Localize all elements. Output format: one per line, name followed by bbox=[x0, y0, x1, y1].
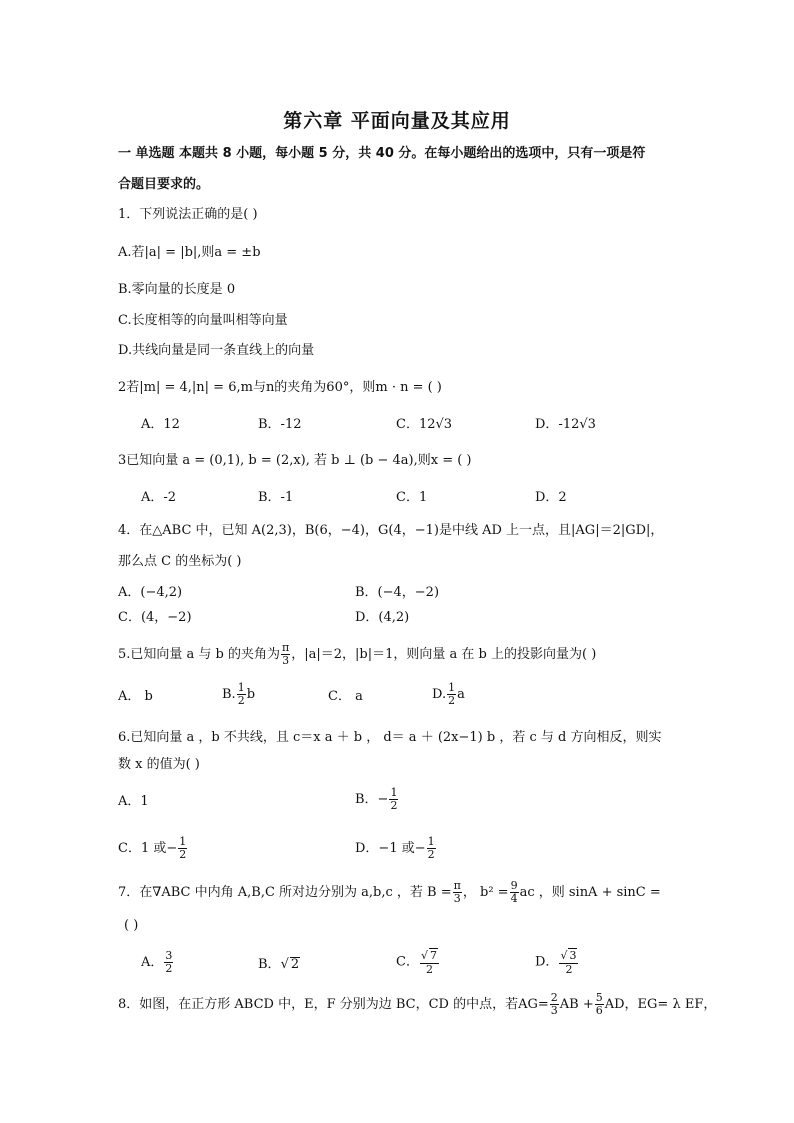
q1-option-b: B.零向量的长度是 0 bbox=[118, 282, 236, 297]
q3-stem: 3已知向量 a = (0,1), b = (2,x), 若 b ⊥ (b − 4a),则x = ( ) bbox=[118, 453, 472, 468]
q5-d-den: 2 bbox=[448, 694, 456, 707]
q7-angle-fraction bbox=[453, 880, 462, 905]
q5-option-d bbox=[432, 682, 465, 707]
q2-stem: 2若|m| = 4,|n| = 6,m与n的夹角为60°，则m · n = ( ) bbox=[118, 380, 442, 395]
q7-d-den: 2 bbox=[565, 963, 573, 976]
q7-a-num: 3 bbox=[165, 949, 173, 962]
q5-frac-num: π bbox=[282, 641, 290, 654]
q7-d-fraction bbox=[559, 948, 578, 976]
q5-frac-den: 3 bbox=[282, 654, 290, 667]
q1-stem: 1．下列说法正确的是( ) bbox=[118, 207, 258, 222]
q8-stem-post: AD，EG= λ EF， bbox=[604, 997, 717, 1012]
q6-d-den: 2 bbox=[427, 848, 435, 861]
q7-coef-num: 9 bbox=[510, 879, 518, 892]
q2-option-d: D．-12√3 bbox=[535, 417, 596, 432]
q6-c-num: 1 bbox=[179, 835, 187, 848]
q7-c-den: 2 bbox=[425, 963, 433, 976]
q8-stem-mid: AB + bbox=[559, 997, 594, 1012]
q8-f2-num: 5 bbox=[595, 991, 603, 1004]
q5-stem bbox=[118, 642, 596, 667]
q5-stem-post: ，|a|＝2，|b|＝1，则向量 a 在 b 上的投影向量为( ) bbox=[291, 647, 597, 662]
q2-option-b: B．-12 bbox=[258, 417, 302, 432]
q1-option-a: A.若|a| = |b|,则a = ±b bbox=[118, 245, 261, 260]
q3-option-a: A．-2 bbox=[141, 490, 177, 505]
q7-a-den: 2 bbox=[165, 962, 173, 975]
q4-option-b: B．(−4，−2) bbox=[355, 585, 440, 600]
q8-frac-1 bbox=[550, 992, 559, 1017]
q7-stem-post: ac ，则 sinA + sinC = bbox=[519, 885, 661, 900]
q7-a-fraction bbox=[164, 950, 173, 975]
q6-c-fraction bbox=[178, 836, 187, 861]
q3-option-c: C．1 bbox=[396, 490, 428, 505]
q7-stem-pre: 7．在∇ABC 中内角 A,B,C 所对边分别为 a,b,c ，若 B = bbox=[118, 885, 452, 900]
q6-d-fraction bbox=[427, 836, 436, 861]
q2-option-c: C．12√3 bbox=[396, 417, 453, 432]
q5-option-b bbox=[222, 682, 255, 707]
section-header-line2: 合题目要求的。 bbox=[118, 177, 210, 192]
q2-option-a: A．12 bbox=[141, 417, 180, 432]
q5-b-den: 2 bbox=[237, 694, 245, 707]
q7-b-label: B． bbox=[258, 957, 281, 972]
q3-option-d: D．2 bbox=[535, 490, 567, 505]
q7-c-fraction bbox=[420, 948, 439, 976]
q1-option-d: D.共线向量是同一条直线上的向量 bbox=[118, 343, 315, 358]
q6-d-num: 1 bbox=[427, 835, 435, 848]
q7-option-a bbox=[141, 950, 174, 975]
q5-stem-pre: 5.已知向量 a 与 b 的夹角为 bbox=[118, 647, 281, 662]
q7-stem bbox=[118, 880, 661, 905]
q6-b-num: 1 bbox=[390, 786, 398, 799]
q5-d-vec: a bbox=[457, 687, 465, 702]
q8-frac-2 bbox=[595, 992, 604, 1017]
q3-option-b: B．-1 bbox=[258, 490, 294, 505]
q5-d-fraction bbox=[447, 682, 456, 707]
q5-b-num: 1 bbox=[237, 681, 245, 694]
q7-c-label: C． bbox=[396, 954, 419, 970]
q4-option-a: A．(−4,2) bbox=[118, 585, 183, 600]
q7-option-c bbox=[396, 948, 440, 976]
q8-f1-num: 2 bbox=[550, 991, 558, 1004]
q7-c-num: √ 7 bbox=[420, 949, 437, 962]
q7-d-label: D． bbox=[535, 954, 559, 970]
section-header-line1: 一 单选题 本题共 8 小题，每小题 5 分，共 40 分。在每小题给出的选项中，只有一项是符 bbox=[118, 146, 646, 161]
q7-a-label: A． bbox=[141, 955, 164, 970]
q7-angle-num: π bbox=[453, 879, 461, 892]
q1-option-c: C.长度相等的向量叫相等向量 bbox=[118, 313, 288, 328]
q7-coef-den: 4 bbox=[510, 892, 518, 905]
q6-b-fraction bbox=[389, 787, 398, 812]
q5-d-num: 1 bbox=[448, 681, 456, 694]
q4-option-d: D．(4,2) bbox=[355, 610, 410, 625]
q7-stem-mid: ， b² = bbox=[462, 885, 509, 900]
q6-d-label: D．−1 或− bbox=[355, 841, 426, 856]
q4-stem-line2: 那么点 C 的坐标为( ) bbox=[118, 554, 242, 569]
q5-option-c: C． a bbox=[328, 689, 363, 704]
q8-stem-pre: 8．如图，在正方形 ABCD 中，E，F 分别为边 BC，CD 的中点，若AG= bbox=[118, 997, 549, 1012]
q7-d-num: √ 3 bbox=[560, 949, 577, 962]
q4-option-c: C．(4，−2) bbox=[118, 610, 192, 625]
q7-c-radicand: 7 bbox=[429, 949, 437, 962]
q5-b-vec: b bbox=[246, 687, 256, 702]
q7-b-sqrt-sign: √ bbox=[280, 957, 289, 972]
q5-angle-fraction bbox=[281, 642, 290, 667]
q6-option-c bbox=[118, 836, 188, 861]
q7-angle-den: 3 bbox=[453, 892, 461, 905]
q8-f1-den: 3 bbox=[550, 1004, 558, 1017]
q7-option-b bbox=[258, 956, 300, 974]
q7-stem-line2: ( ) bbox=[124, 918, 139, 933]
q7-d-radicand: 3 bbox=[569, 949, 577, 962]
q8-f2-den: 6 bbox=[595, 1004, 603, 1017]
q4-stem-line1: 4．在△ABC 中，已知 A(2,3)，B(6，−4)，G(4，−1)是中线 AD 上一点，且|AG|＝2|GD|， bbox=[118, 523, 664, 538]
q7-option-d bbox=[535, 948, 579, 976]
q6-option-b bbox=[355, 787, 399, 812]
q5-d-label: D. bbox=[432, 687, 447, 702]
q6-b-den: 2 bbox=[390, 799, 398, 812]
chapter-title: 第六章 平面向量及其应用 bbox=[283, 110, 511, 132]
q6-b-label: B．− bbox=[355, 792, 389, 807]
q7-coef-fraction bbox=[510, 880, 519, 905]
q5-b-label: B. bbox=[222, 687, 236, 702]
q8-stem bbox=[118, 992, 716, 1017]
q6-stem-line1: 6.已知向量 a ，b 不共线，且 c＝x a ＋ b ， d＝ a ＋ (2x−1) b ，若 c 与 d 方向相反，则实 bbox=[118, 730, 662, 745]
q6-option-d bbox=[355, 836, 437, 861]
q6-c-den: 2 bbox=[179, 848, 187, 861]
q5-option-a: A． b bbox=[118, 689, 153, 704]
q6-option-a: A．1 bbox=[118, 794, 149, 809]
q5-b-fraction bbox=[237, 682, 246, 707]
q7-b-radicand: 2 bbox=[290, 957, 300, 972]
q6-c-label: C．1 或− bbox=[118, 841, 178, 856]
q6-stem-line2: 数 x 的值为( ) bbox=[118, 757, 200, 772]
